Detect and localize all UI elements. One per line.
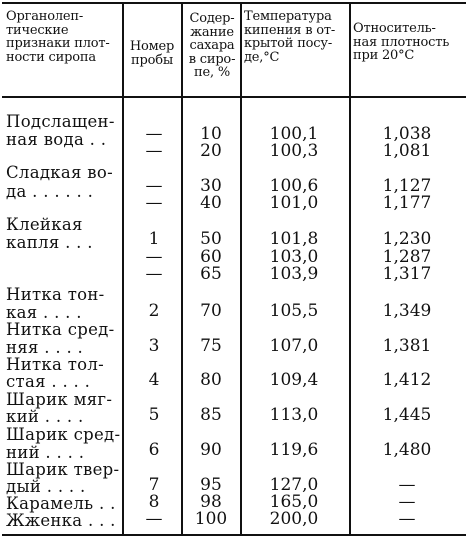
- relative-density-cell: 1,177: [382, 193, 432, 213]
- header-sample-number: Номер пробы: [129, 39, 175, 68]
- header-relative-density: Относитель- ная плотность при 20°С: [353, 21, 450, 63]
- attribute-label: Шарик мяг-: [6, 390, 113, 409]
- attribute-label: Карамель . .: [6, 494, 116, 513]
- sugar-content-cell: 10: [200, 124, 222, 144]
- sample-number-cell: 1: [148, 229, 160, 249]
- sugar-content-cell: 85: [200, 405, 222, 425]
- attribute-label: кая . . . .: [6, 303, 82, 322]
- sample-number-cell: 8: [148, 492, 160, 512]
- relative-density-cell: 1,381: [382, 336, 432, 356]
- table-top-rule: [2, 2, 466, 4]
- sample-number-cell: —: [145, 176, 163, 196]
- sample-number-cell: 4: [148, 370, 160, 390]
- attribute-label: стая . . . .: [6, 372, 91, 391]
- sugar-content-cell: 95: [200, 475, 222, 495]
- attribute-label: Жженка . . .: [6, 511, 116, 530]
- attribute-label: Подслащен-: [6, 112, 115, 131]
- boiling-temperature-cell: 101,8: [269, 229, 319, 249]
- relative-density-cell: 1,038: [382, 124, 432, 144]
- boiling-temperature-cell: 103,9: [269, 264, 319, 284]
- sugar-content-cell: 90: [200, 440, 222, 460]
- sugar-content-cell: 40: [200, 193, 222, 213]
- sample-number-cell: —: [145, 264, 163, 284]
- attribute-label: ная вода . .: [6, 130, 107, 149]
- relative-density-cell: 1,081: [382, 141, 432, 161]
- sample-number-cell: 2: [148, 301, 160, 321]
- sugar-content-cell: 80: [200, 370, 222, 390]
- sample-number-cell: —: [145, 247, 163, 267]
- boiling-temperature-cell: 127,0: [269, 475, 319, 495]
- attribute-label: Нитка тол-: [6, 355, 105, 374]
- relative-density-cell: 1,480: [382, 440, 432, 460]
- attribute-label: няя . . . .: [6, 338, 84, 357]
- sugar-content-cell: 60: [200, 247, 222, 267]
- sugar-content-cell: 75: [200, 336, 222, 356]
- attribute-label: Клейкая: [6, 215, 83, 234]
- boiling-temperature-cell: 200,0: [269, 509, 319, 529]
- sample-number-cell: —: [145, 141, 163, 161]
- boiling-temperature-cell: 113,0: [269, 405, 319, 425]
- attribute-label: Шарик сред-: [6, 425, 121, 444]
- table-bottom-rule: [2, 534, 466, 536]
- header-attributes: Органолеп- тические признаки плот- ности сиропа: [6, 9, 110, 65]
- boiling-temperature-cell: 165,0: [269, 492, 319, 512]
- header-sugar-content: Содер- жание сахара в сиро- пе, %: [188, 11, 236, 80]
- attribute-label: Нитка сред-: [6, 320, 115, 339]
- sample-number-cell: 3: [148, 336, 160, 356]
- attribute-label: Нитка тон-: [6, 285, 105, 304]
- attribute-label: ний . . . .: [6, 443, 85, 462]
- boiling-temperature-cell: 101,0: [269, 193, 319, 213]
- relative-density-cell: —: [398, 475, 416, 495]
- sugar-content-cell: 30: [200, 176, 222, 196]
- sugar-content-cell: 100: [194, 509, 228, 529]
- sample-number-cell: 6: [148, 440, 160, 460]
- header-boiling-temperature: Температура кипения в от- крытой посу- де,°С: [244, 9, 336, 65]
- sugar-content-cell: 20: [200, 141, 222, 161]
- attribute-label: дый . . . .: [6, 477, 86, 496]
- header-bottom-rule: [2, 96, 466, 98]
- boiling-temperature-cell: 109,4: [269, 370, 319, 390]
- relative-density-cell: 1,127: [382, 176, 432, 196]
- relative-density-cell: 1,230: [382, 229, 432, 249]
- sugar-content-cell: 98: [200, 492, 222, 512]
- sample-number-cell: —: [145, 124, 163, 144]
- relative-density-cell: 1,317: [382, 264, 432, 284]
- sample-number-cell: 5: [148, 405, 160, 425]
- attribute-label: капля . . .: [6, 233, 93, 252]
- boiling-temperature-cell: 103,0: [269, 247, 319, 267]
- sugar-content-cell: 65: [200, 264, 222, 284]
- boiling-temperature-cell: 100,1: [269, 124, 319, 144]
- boiling-temperature-cell: 105,5: [269, 301, 319, 321]
- relative-density-cell: 1,349: [382, 301, 432, 321]
- relative-density-cell: 1,287: [382, 247, 432, 267]
- attribute-label: кий . . . .: [6, 407, 84, 426]
- attribute-label: Шарик твер-: [6, 460, 120, 479]
- relative-density-cell: —: [398, 492, 416, 512]
- relative-density-cell: 1,412: [382, 370, 432, 390]
- boiling-temperature-cell: 107,0: [269, 336, 319, 356]
- relative-density-cell: 1,445: [382, 405, 432, 425]
- attribute-label: Сладкая во-: [6, 163, 114, 182]
- sample-number-cell: —: [145, 193, 163, 213]
- relative-density-cell: —: [398, 509, 416, 529]
- sugar-content-cell: 50: [200, 229, 222, 249]
- sample-number-cell: —: [145, 509, 163, 529]
- sample-number-cell: 7: [148, 475, 160, 495]
- boiling-temperature-cell: 100,3: [269, 141, 319, 161]
- sugar-content-cell: 70: [200, 301, 222, 321]
- attribute-label: да . . . . . .: [6, 182, 94, 201]
- boiling-temperature-cell: 119,6: [269, 440, 319, 460]
- boiling-temperature-cell: 100,6: [269, 176, 319, 196]
